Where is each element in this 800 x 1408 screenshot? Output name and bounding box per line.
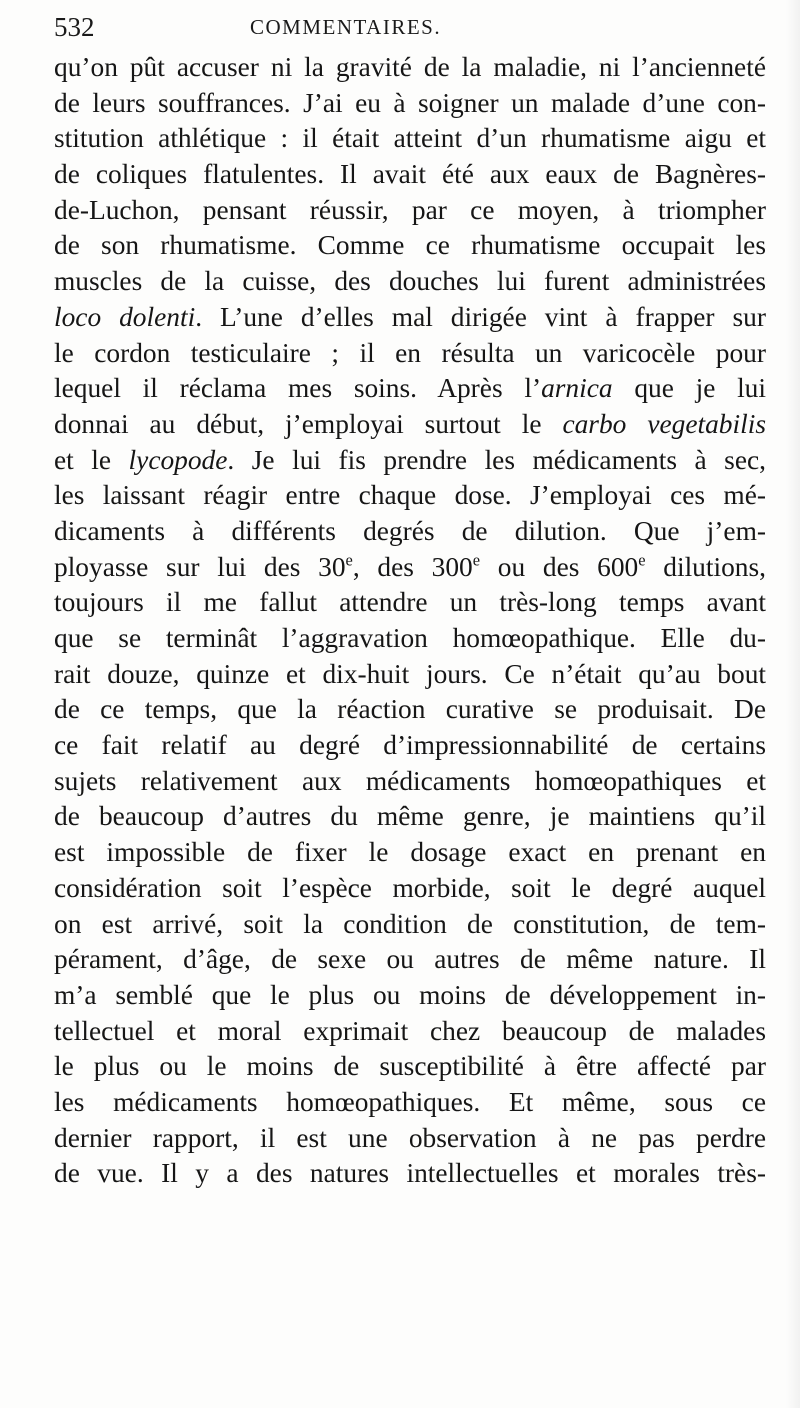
text-segment: de leurs souffrances. J’ai eu à soigner un malade d’une con- [54,87,766,118]
text-segment: . Je lui fis prendre les médicaments à sec, [227,444,766,475]
text-line [54,835,766,871]
text-segment: que je lui [612,373,766,404]
text-line [54,728,766,764]
text-line [54,478,766,514]
text-line [54,264,766,300]
text-line [54,550,766,586]
text-line [54,228,766,264]
italic-text: arnica [541,373,613,404]
text-segment: les laissant réagir entre chaque dose. J’employai ces mé- [54,480,766,511]
italic-text: loco dolenti [54,301,196,332]
superscript: e [472,549,481,569]
superscript: e [638,549,646,569]
text-line [54,799,766,835]
text-line [54,300,766,336]
text-line [54,942,766,978]
text-line [54,764,766,800]
text-segment: on est arrivé, soit la condition de constitution, de tem- [54,908,766,939]
text-line [54,443,766,479]
text-line [54,50,766,86]
text-line [54,1049,766,1085]
text-segment: considération soit l’espèce morbide, soit le degré auquel [54,872,766,903]
text-segment: les médicaments homœopathiques. Et même, sous ce [54,1086,766,1117]
text-segment: pérament, d’âge, de sexe ou autres de même nature. Il [54,944,766,975]
text-line [54,371,766,407]
text-segment: dernier rapport, il est une observation à ne pas perdre [54,1122,766,1153]
text-segment: muscles de la cuisse, des douches lui furent administrées [54,266,766,297]
text-segment: le plus ou le moins de susceptibilité à être affecté par [54,1051,766,1082]
text-segment: de coliques flatulentes. Il avait été aux eaux de Bagnères- [54,159,766,190]
text-segment: le cordon testiculaire ; il en résulta un varicocèle pour [54,337,766,368]
text-line [54,871,766,907]
page-header [54,10,766,44]
text-line [54,86,766,122]
text-line [54,1085,766,1121]
text-segment: donnai au début, j’employai surtout le [54,408,563,439]
text-segment: ou des 600 [480,551,639,582]
italic-text: lycopode [128,444,228,475]
text-segment: et le [54,444,129,475]
text-line [54,121,766,157]
text-segment: dicaments à différents degrés de dilution. Que j’em- [54,515,766,546]
text-segment: de-Luchon, pensant réussir, par ce moyen, à triompher [54,194,766,225]
text-segment: ployasse sur lui des 30 [54,551,346,582]
text-line [54,157,766,193]
superscript: e [345,549,353,569]
text-segment: lequel il réclama mes soins. Après l’ [54,373,542,404]
page-number: 532 [54,12,95,42]
text-segment: ce fait relatif au degré d’impressionnabilité de certains [54,730,766,761]
text-line [54,585,766,621]
text-line [54,907,766,943]
text-segment: stitution athlétique : il était atteint d’un rhumatisme aigu et [54,123,766,154]
text-segment: de son rhumatisme. Comme ce rhumatisme occupait les [54,230,766,261]
text-line [54,657,766,693]
text-segment: , des 300 [352,551,473,582]
italic-text: carbo vegetabilis [562,408,766,439]
text-line [54,336,766,372]
text-line [54,193,766,229]
text-line [54,692,766,728]
text-line [54,407,766,443]
text-line [54,1014,766,1050]
text-line [54,1121,766,1157]
text-segment: de ce temps, que la réaction curative se produisait. De [54,694,766,725]
text-line [54,978,766,1014]
text-segment: . L’une d’elles mal dirigée vint à frapper sur [195,301,766,332]
text-line [54,621,766,657]
text-line [54,514,766,550]
text-segment: m’a semblé que le plus ou moins de développement in- [54,979,766,1010]
text-segment: tellectuel et moral exprimait chez beaucoup de malades [54,1015,766,1046]
text-segment: de vue. Il y a des natures intellectuelles et morales très- [54,1158,766,1189]
text-segment: rait douze, quinze et dix-huit jours. Ce n’était qu’au bout [54,658,766,689]
page-edge-shadow [786,0,800,1408]
text-segment: qu’on pût accuser ni la gravité de la maladie, ni l’ancienneté [54,52,766,82]
body-text [54,50,766,1192]
text-segment: dilutions, [645,551,766,582]
text-segment: de beaucoup d’autres du même genre, je maintiens qu’il [54,801,766,832]
running-title: COMMENTAIRES. [250,15,442,39]
text-segment: sujets relativement aux médicaments homœopathiques et [54,765,766,796]
text-segment: que se terminât l’aggravation homœopathique. Elle du- [54,623,766,653]
text-segment: est impossible de fixer le dosage exact en prenant en [54,837,766,868]
text-line [54,1156,766,1192]
text-segment: toujours il me fallut attendre un très-long temps avant [54,587,766,618]
